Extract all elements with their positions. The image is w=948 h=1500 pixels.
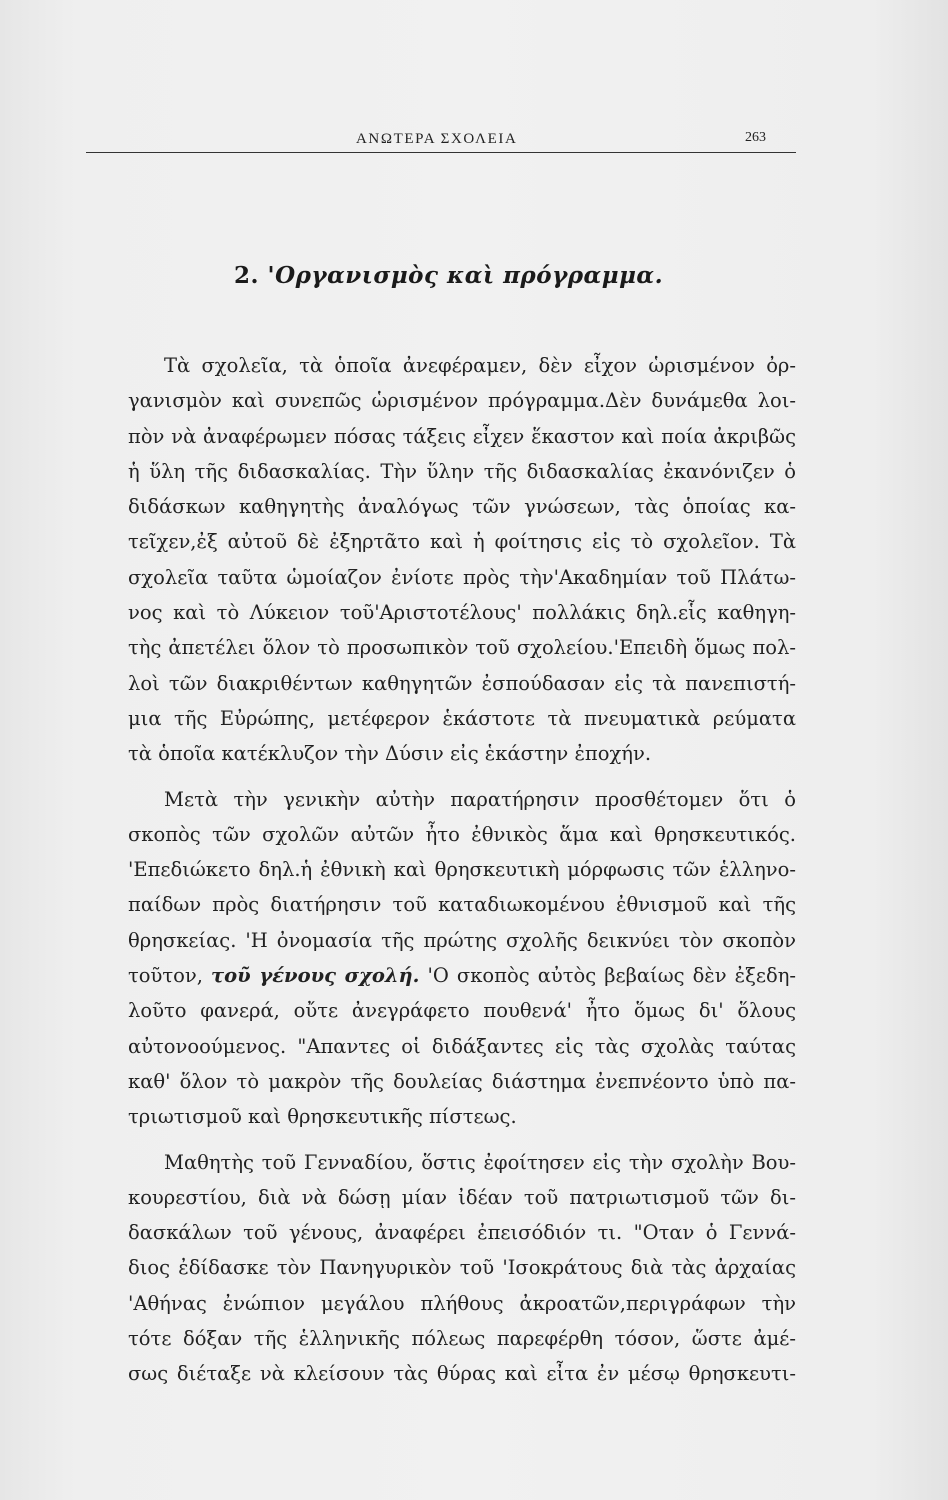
section-number: 2. xyxy=(234,262,260,289)
paragraph-3 xyxy=(92,1145,796,1392)
text-line: 'Αθήνας ἐνώπιον μεγάλου πλήθους ἀκροατῶν,περιγράφων τὴν xyxy=(128,1291,796,1315)
paragraph-1 xyxy=(92,348,796,772)
page-header xyxy=(86,127,796,151)
text-line: τὰ ὁποῖα κατέκλυζον τὴν Δύσιν εἰς ἑκάστην ἐποχήν. xyxy=(128,742,652,766)
page-number: 263 xyxy=(745,130,766,145)
text-line: Τὰ σχολεῖα, τὰ ὁποῖα ἀνεφέραμεν, δὲν εἶχον ὡρισμένον ὀρ- xyxy=(164,354,796,377)
paragraph-2 xyxy=(92,782,796,1135)
text-line: ἡ ὕλη τῆς διδασκαλίας. Τὴν ὕλην τῆς διδασκαλίας ἐκανόνιζεν ὁ xyxy=(128,459,796,483)
text-line: παίδων πρὸς διατήρησιν τοῦ καταδιωκομένου ἐθνισμοῦ καὶ τῆς xyxy=(128,893,796,917)
text-line: τότε δόξαν τῆς ἑλληνικῆς πόλεως παρεφέρθη τόσον, ὥστε ἀμέ- xyxy=(128,1327,796,1351)
text-line: διδάσκων καθηγητὴς ἀναλόγως τῶν γνώσεων, τὰς ὁποίας κα- xyxy=(128,495,796,519)
text-line: λοῦτο φανερά, οὔτε ἀνεγράφετο πουθενά' ἦτο ὅμως δι' ὅλους xyxy=(128,999,796,1023)
text-line: τεῖχεν,ἐξ αὐτοῦ δὲ ἐξηρτᾶτο καὶ ἡ φοίτησις εἰς τὸ σχολεῖον. Τὰ xyxy=(128,530,796,554)
text-line: τριωτισμοῦ καὶ θρησκευτικῆς πίστεως. xyxy=(128,1105,517,1129)
text-line: σως διέταξε νὰ κλείσουν τὰς θύρας καὶ εἶτα ἐν μέσῳ θρησκευτι- xyxy=(128,1362,796,1386)
text-line: αὐτονοούμενος. "Απαντες οἱ διδάξαντες εἰς τὰς σχολὰς ταύτας xyxy=(128,1034,796,1058)
header-rule xyxy=(86,152,796,153)
body-text xyxy=(92,348,796,1392)
text-line: νος καὶ τὸ Λύκειον τοῦ'Αριστοτέλους' πολλάκις δηλ.εἷς καθηγη- xyxy=(128,601,796,625)
section-heading xyxy=(234,262,663,289)
text-line: διος ἐδίδασκε τὸν Πανηγυρικὸν τοῦ 'Ισοκράτους διὰ τὰς ἀρχαίας xyxy=(128,1256,796,1280)
text-line: 'Επεδιώκετο δηλ.ἡ ἐθνικὴ καὶ θρησκευτικὴ μόρφωσις τῶν ἑλληνο- xyxy=(128,858,796,882)
text-run: τοῦτον, xyxy=(128,964,212,988)
text-line: γανισμὸν καὶ συνεπῶς ὡρισμένον πρόγραμμα.Δὲν δυνάμεθα λοι- xyxy=(128,389,796,413)
text-run: 'Ο σκοπὸς αὐτὸς βεβαίως δὲν ἐξεδη- xyxy=(419,964,796,988)
text-line: πὸν νὰ ἀναφέρωμεν πόσας τάξεις εἶχεν ἕκαστον καὶ ποία ἀκριβῶς xyxy=(128,424,796,448)
text-line: σκοπὸς τῶν σχολῶν αὐτῶν ἦτο ἐθνικὸς ἅμα καὶ θρησκευτικός. xyxy=(128,822,796,846)
text-line: Μαθητὴς τοῦ Γενναδίου, ὅστις ἐφοίτησεν εἰς τὴν σχολὴν Βου- xyxy=(164,1150,796,1174)
section-title: 'Οργανισμὸς καὶ πρόγραμμα. xyxy=(267,262,664,289)
text-line: λοὶ τῶν διακριθέντων καθηγητῶν ἐσπούδασαν εἰς τὰ πανεπιστή- xyxy=(128,671,796,695)
text-line: καθ' ὅλον τὸ μακρὸν τῆς δουλείας διάστημα ἐνεπνέοντο ὑπὸ πα- xyxy=(128,1069,796,1093)
text-line: σχολεῖα ταῦτα ὡμοίαζον ἐνίοτε πρὸς τὴν'Ακαδημίαν τοῦ Πλάτω- xyxy=(128,565,796,589)
text-line: θρησκείας. 'Η ὀνομασία τῆς πρώτης σχολῆς δεικνύει τὸν σκοπὸν xyxy=(128,928,796,952)
text-line: δασκάλων τοῦ γένους, ἀναφέρει ἐπεισόδιόν τι. "Οταν ὁ Γεννά- xyxy=(128,1221,796,1245)
text-line: Μετὰ τὴν γενικὴν αὐτὴν παρατήρησιν προσθέτομεν ὅτι ὁ xyxy=(164,787,796,811)
running-title: ΑΝΩΤΕΡΑ ΣΧΟΛΕΙΑ xyxy=(356,131,518,147)
emphasized-phrase: τοῦ γένους σχολή. xyxy=(211,964,420,988)
text-line: μια τῆς Εὐρώπης, μετέφερον ἑκάστοτε τὰ πνευματικὰ ρεύματα xyxy=(128,706,796,730)
text-line: κουρεστίου, διὰ νὰ δώσῃ μίαν ἰδέαν τοῦ πατριωτισμοῦ τῶν δι- xyxy=(128,1185,796,1209)
text-line: τὴς ἀπετέλει ὅλον τὸ προσωπικὸν τοῦ σχολείου.'Επειδὴ ὅμως πολ- xyxy=(128,636,796,660)
text-line-with-emphasis xyxy=(92,958,796,993)
